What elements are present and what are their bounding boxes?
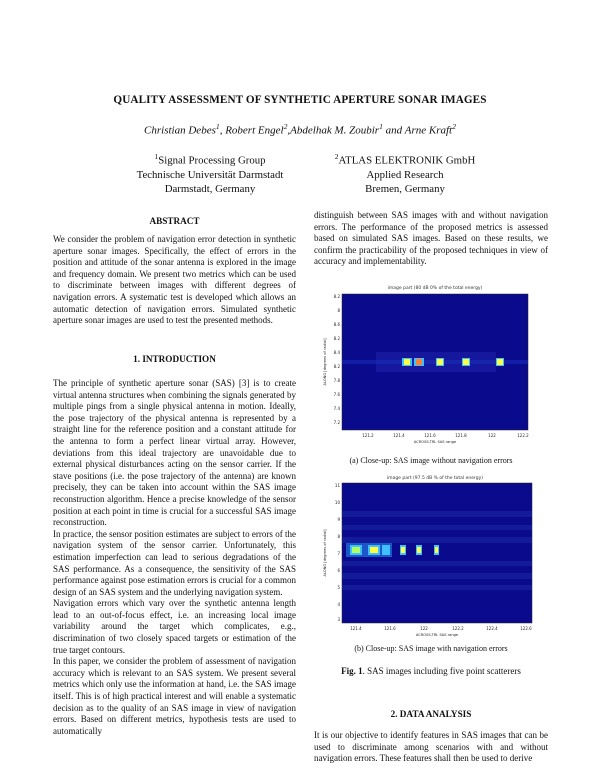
- plot-a-ytick: 8.2: [333, 336, 340, 341]
- author-4-sup: 2: [452, 122, 456, 131]
- author-line: Christian Debes$^1$, Robert Engel$^2$,Abdelhak M. Zoubir$^1$ and Arne Kraft$^2$: [144, 122, 456, 137]
- figure-caption-text: . SAS images including five point scatterers: [362, 666, 521, 676]
- abstract-heading: ABSTRACT: [149, 216, 200, 226]
- intro-body: [53, 378, 296, 737]
- plot-b-ytick: 8: [337, 534, 340, 539]
- figure-caption: [314, 666, 548, 676]
- section-2-heading: 2. DATA ANALYSIS: [390, 709, 472, 719]
- plot-a-ytick: 8: [337, 308, 340, 313]
- intro-paragraph-1: The principle of synthetic aperture sonar (SAS) [3] is to create virtual antenna structures when combining the signals generated by multiple pings from a single physical antenna in motion. Ideally, the pose trajectory of the physical antenna is represented by a straight line for the reference position and a constant attitude for the antenna to form a perfect linear virtual array. However, deviations from this ideal trajectory are unavoidable due to external physical disturbances acting on the sensor carrier. If the stave positions (i.e. the pose trajectory of the antenna) are known precisely, they can be taken into account within the SAS image reconstruction algorithm. Hence a precise knowledge of the sensor position at each point in time is crucial for a successful SAS image reconstruction.: [53, 378, 296, 528]
- plot-a-ytick: 7.8: [333, 378, 340, 383]
- affiliation-1-sup: 1: [154, 152, 159, 161]
- plot-b-caption: (b) Close-up: SAS image with navigation errors: [354, 644, 508, 653]
- plot-a-xtick: 122: [488, 433, 496, 438]
- plot-b-xtick: 122.6: [520, 626, 532, 631]
- plot-b-xtick: 122.2: [452, 626, 464, 631]
- plot-a-xticks: [362, 433, 529, 438]
- plot-b-yticks: [335, 483, 341, 622]
- plot-b-ytick: 6: [337, 568, 340, 573]
- figure-caption-label: Fig. 1: [341, 666, 363, 676]
- plot-a-xtick: 121.2: [362, 433, 374, 438]
- plot-b-ytick: 7: [337, 551, 340, 556]
- plot-a-ytick: 7.2: [333, 420, 340, 425]
- right-column-text: distinguish between SAS images with and without navigation errors. The performance of the proposed metrics is assessed based on simulated SAS images. Based on these results, we confirm the practicability of the proposed techniques in view of accuracy and implementability.: [314, 210, 548, 267]
- plot-a-ytick: 7.4: [333, 406, 340, 411]
- plot-a-ytick: 8.4: [333, 350, 340, 355]
- intro-paragraph-2: In practice, the sensor position estimates are subject to errors of the navigation system of the sensor carrier. Unfortunately, this estimation imperfection can lead to serious degradations of the SAS performance. As a consequence, the sensitivity of the SAS performance against pose estimation errors is crucial for a common design of an SAS system and the underlying navigation system.: [53, 528, 296, 597]
- author-1-sup: 1: [215, 122, 220, 131]
- plot-b-xtick: 121.6: [384, 626, 396, 631]
- plot-b-title: image part (97.5 dB % of the total energy): [386, 476, 484, 481]
- author-1: Christian Debes: [144, 124, 216, 137]
- plot-a-ylabel: ALONG [degrees of radial]: [323, 338, 327, 386]
- plot-b-xlabel: ACROSS-TRL SAS range: [415, 633, 459, 637]
- plot-a: [316, 292, 536, 444]
- author-3: Abdelhak M. Zoubir: [290, 124, 380, 137]
- plot-a-xtick: 121.8: [455, 433, 467, 438]
- plot-a-xtick: 121.4: [393, 433, 405, 438]
- intro-paragraph-3: Navigation errors which vary over the synthetic antenna length lead to an out-of-focus effect, i.e. an increasing local image variability around the target which complicates, e.g., discrimination of two closely spaced targets or estimation of the true target contours.: [53, 598, 296, 655]
- plot-b-ytick: 9: [337, 517, 340, 522]
- plot-b-ytick: 4: [337, 602, 340, 607]
- plot-a-ytick: 7.6: [333, 392, 340, 397]
- plot-b: [316, 481, 536, 637]
- plot-b-xticks: [350, 626, 532, 631]
- plot-a-xtick: 121.6: [424, 433, 436, 438]
- intro-paragraph-4: In this paper, we consider the problem of assessment of navigation accuracy which is relevant to an SAS system. We present several metrics which only use the information at hand, i.e. the SAS image itself. This is of high practical interest and will enable a systematic decision as to the quality of an SAS image in view of navigation errors. Based on different metrics, hypothesis tests are used to automatically: [53, 656, 296, 736]
- author-2-sup: 2: [283, 122, 288, 131]
- plot-a-xlabel: ACROSS-TRL SAS range: [413, 440, 457, 444]
- affiliation-2-line-3: Bremen, Germany: [365, 182, 445, 195]
- plot-b-ytick: 11: [334, 483, 340, 488]
- affiliation-1: [110, 150, 310, 196]
- author-3-sup: 1: [379, 122, 383, 131]
- affiliation-2-sup: 2: [334, 152, 339, 161]
- plot-b-ytick: 5: [337, 585, 340, 590]
- plot-a-xtick: 122.2: [517, 433, 529, 438]
- plot-a-ytick: 8.6: [333, 322, 340, 327]
- intro-heading: 1. INTRODUCTION: [133, 354, 216, 364]
- affiliation-2: [305, 150, 505, 196]
- affiliation-2-line-1: ATLAS ELEKTRONIK GmbH: [338, 154, 476, 167]
- plot-b-xtick: 122.4: [486, 626, 498, 631]
- plot-b-xtick: 122: [420, 626, 428, 631]
- plot-b-ytick: 10: [334, 500, 340, 505]
- plot-b-ytick: 3: [337, 617, 340, 622]
- abstract-text: We consider the problem of navigation error detection in synthetic aperture sonar images. Specifically, the effect of errors in the position and attitude of the sonar antenna is explored in the image and frequency domain. We present two metrics which can be used to discriminate between images with different degrees of navigation errors. A systematic test is developed which allows an automatic detection of navigation errors. Simulated synthetic aperture sonar images are used to test the presented methods.: [53, 234, 296, 326]
- section-2-text: It is our objective to identify features in SAS images that can be used to discriminate among scenarios with and without navigation errors. These features shall then be used to derive: [314, 730, 548, 764]
- author-2: Robert Engel: [225, 124, 284, 137]
- plot-a-ytick: 8.2: [333, 294, 340, 299]
- plot-a-caption: (a) Close-up: SAS image without navigation errors: [349, 456, 513, 465]
- affiliation-1-line-2: Technische Universität Darmstadt: [136, 168, 284, 181]
- affiliation-1-line-1: Signal Processing Group: [158, 154, 266, 167]
- affiliation-1-line-3: Darmstadt, Germany: [164, 182, 256, 195]
- paper-title: QUALITY ASSESSMENT OF SYNTHETIC APERTURE SONAR IMAGES: [113, 94, 487, 106]
- plot-a-yticks: [334, 294, 341, 425]
- affiliation-2-line-2: Applied Research: [366, 168, 444, 181]
- plot-a-ytick: 8.2: [333, 364, 340, 369]
- plot-b-xtick: 121.4: [350, 626, 362, 631]
- plot-b-ylabel: ALONG [degrees of radial]: [323, 529, 327, 577]
- plot-a-title: image part (80 dB 0% of the total energy): [387, 286, 483, 291]
- author-4: Arne Kraft: [404, 124, 453, 137]
